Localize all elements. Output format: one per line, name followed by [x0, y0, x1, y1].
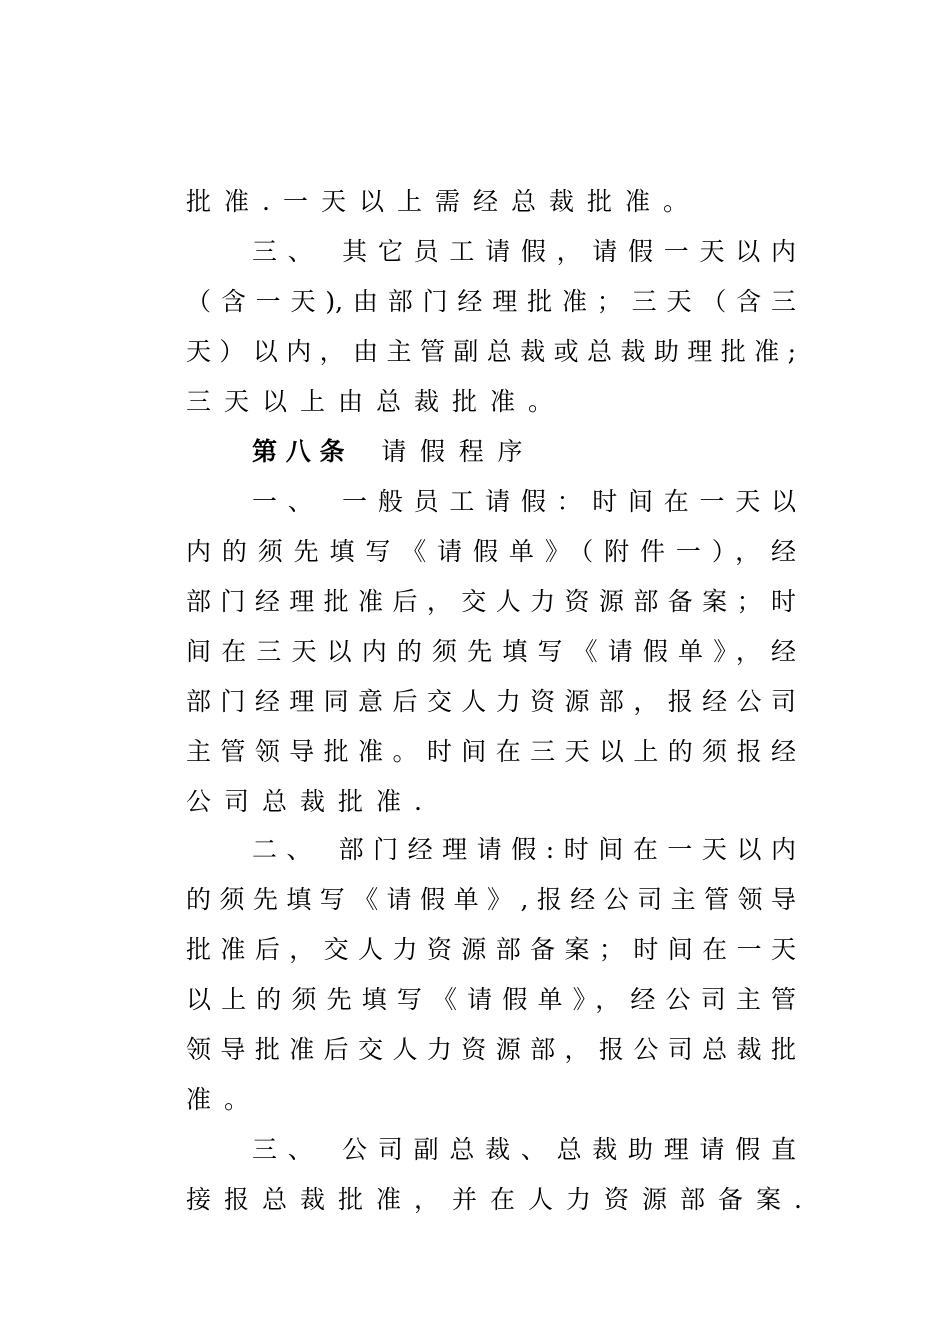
article-title: 请假程序 — [381, 437, 537, 466]
text-line: 间在三天以内的须先填写《请假单》，经 — [186, 637, 796, 666]
text-line: 二、 部门经理请假:时间在一天以内 — [252, 835, 796, 864]
text-line: 部门经理同意后交人力资源部，报经公司 — [186, 687, 796, 716]
text-line: （含一天),由部门经理批准；三天（含三 — [186, 287, 796, 316]
text-line: 公司总裁批准. — [186, 787, 435, 816]
text-line: 一、 一般员工请假：时间在一天以 — [252, 487, 796, 516]
text-line: 三天以上由总裁批准。 — [186, 387, 567, 416]
text-line: 以上的须先填写《请假单》，经公司主管 — [186, 985, 796, 1014]
text-line: 三、 公司副总裁、总裁助理请假直 — [252, 1135, 796, 1164]
text-line: 部门经理批准后，交人力资源部备案；时 — [186, 587, 796, 616]
article-label: 第八条 — [252, 437, 354, 466]
text-line: 内的须先填写《请假单》（附件一），经 — [186, 537, 796, 566]
article-heading — [252, 432, 536, 472]
text-line: 领导批准后交人力资源部，报公司总裁批 — [186, 1035, 796, 1064]
text-line: 准。 — [186, 1085, 263, 1114]
text-line: 天）以内，由主管副总裁或总裁助理批准; — [186, 337, 796, 366]
text-line: 批准.一天以上需经总裁批准。 — [186, 187, 701, 216]
text-line: 批准后，交人力资源部备案；时间在一天 — [186, 935, 796, 964]
text-line: 的须先填写《请假单》,报经公司主管领导 — [186, 885, 796, 914]
text-line: 接报总裁批准，并在人力资源部备案. — [186, 1185, 815, 1214]
text-line: 主管领导批准。时间在三天以上的须报经 — [186, 737, 796, 766]
text-line: 三、 其它员工请假，请假一天以内 — [252, 237, 796, 266]
